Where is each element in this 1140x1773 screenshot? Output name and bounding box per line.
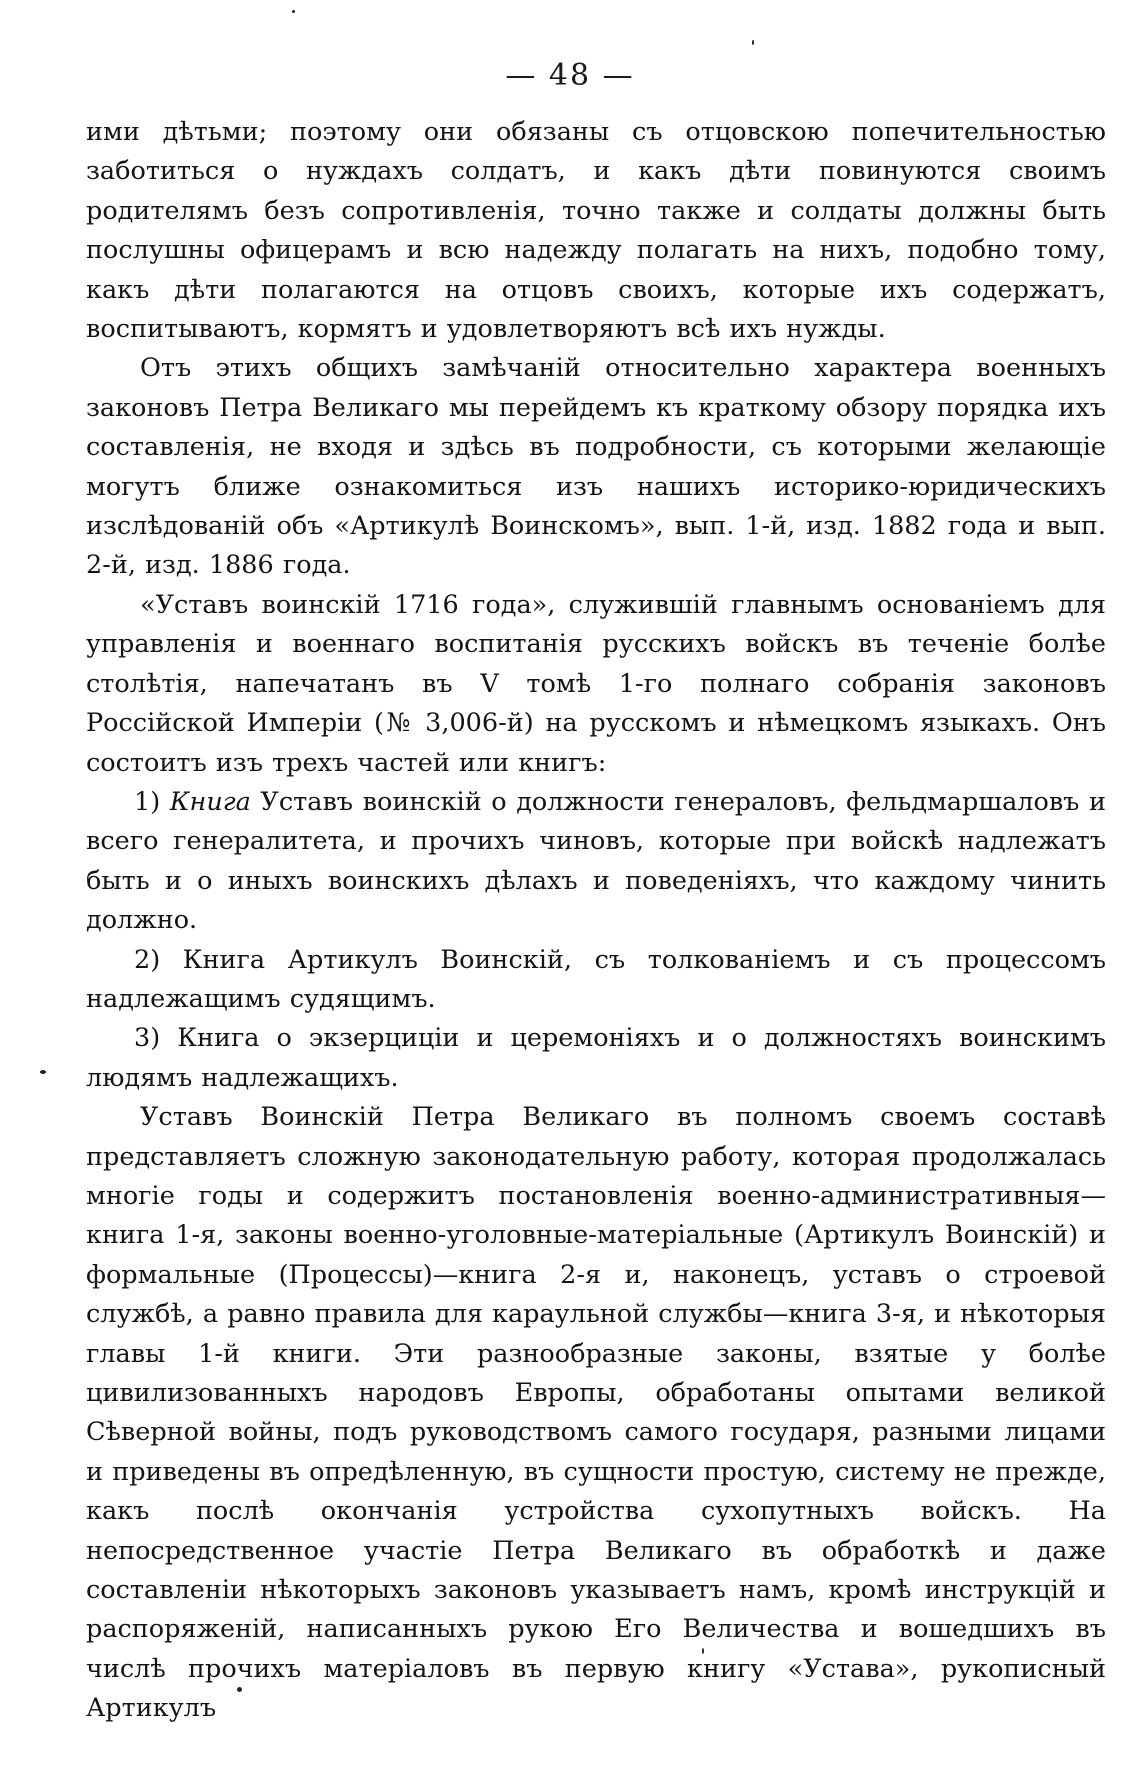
paragraph-continuation: ими дѣтьми; поэтому они обязаны съ отцовскою попечительностью заботиться о нуждахъ солдатъ, и какъ дѣти повинуются своимъ родителямъ безъ сопротивленія, точно также и солдаты должны быть послушны офицерамъ и всю надежду полагать на нихъ, подобно тому, какъ дѣти полагаются на отцовъ своихъ, которые ихъ содержатъ, воспитываютъ, кормятъ и удовлетворяютъ всѣ ихъ нужды. bbox=[86, 117, 1106, 345]
list-text: Книга Артикулъ Воинскій, съ толкованіемъ и съ процессомъ надлежащимъ судящимъ. bbox=[86, 944, 1107, 1014]
list-item-book-2 bbox=[86, 941, 1106, 1020]
list-item-book-3 bbox=[86, 1019, 1106, 1098]
list-number: 3) bbox=[134, 1023, 178, 1054]
scan-speck bbox=[702, 1648, 704, 1654]
list-number: 1) bbox=[134, 786, 170, 817]
list-item-book-1 bbox=[86, 783, 1106, 941]
paragraph-ustav-1716: «Уставъ воинскій 1716 года», служившій главнымъ основаніемъ для управленія и военнаго воспитанія русскихъ войскъ въ теченіе болѣе столѣтія, напечатанъ въ V томѣ 1-го полнаго собранія законовъ Россійской Имперіи (№ 3,006-й) на русскомъ и нѣмецкомъ языкахъ. Онъ состоитъ изъ трехъ частей или книгъ: bbox=[86, 589, 1106, 778]
scan-speck bbox=[292, 10, 295, 13]
paragraph-closing: Уставъ Воинскій Петра Великаго въ полномъ своемъ составѣ представляетъ сложную законодательную работу, которая продолжалась многіе годы и содержитъ постановленія военно-административныя—книга 1-я, законы военно-уголовные-матеріальные (Артикулъ Воинскій) и формальные (Процессы)—книга 2-я и, наконецъ, уставъ о строевой службѣ, а равно правила для караульной службы—книга 3-я, и нѣкоторыя главы 1-й книги. Эти разнообразные законы, взятые у болѣе цивилизованныхъ народовъ Европы, обработаны опытами великой Сѣверной войны, подъ руководствомъ самого государя, разными лицами и приведены въ опредѣленную, въ сущности простую, систему не прежде, какъ послѣ окончанія устройства сухопутныхъ войскъ. На непосредственное участіе Петра Великаго въ обработкѣ и даже составленіи нѣкоторыхъ законовъ указываетъ намъ, кромѣ инструкцій и распоряженій, написанныхъ рукою Его Величества и вошедшихъ въ числѣ прочихъ матеріаловъ въ первую книгу «Устава», рукописный Артикулъ bbox=[86, 1102, 1106, 1724]
list-text: Книга о экзерциціи и церемоніяхъ и о должностяхъ воинскимъ людямъ надлежащихъ. bbox=[86, 1023, 1106, 1093]
scan-speck bbox=[237, 1687, 242, 1692]
scan-speck bbox=[40, 1070, 46, 1074]
scan-speck bbox=[752, 40, 754, 45]
body-text bbox=[86, 113, 1106, 1729]
list-number: 2) bbox=[134, 944, 183, 975]
list-text: Уставъ воинскій о должности генераловъ, фельдмаршаловъ и всего генералитета, и прочихъ чиновъ, которые при войскѣ надлежатъ быть и о иныхъ воинскихъ дѣлахъ и поведеніяхъ, что каждому чинить должно. bbox=[86, 786, 1106, 936]
list-emphasis: Книга bbox=[169, 786, 251, 817]
paragraph-sources: Отъ этихъ общихъ замѣчаній относительно характера военныхъ законовъ Петра Великаго мы перейдемъ къ краткому обзору порядка ихъ составленія, не входя и здѣсь въ подробности, съ которыми желающіе могутъ ближе ознакомиться изъ нашихъ историко-юридическихъ изслѣдованій объ «Артикулѣ Воинскомъ», вып. 1-й, изд. 1882 года и вып. 2-й, изд. 1886 года. bbox=[86, 353, 1106, 581]
page-number: — 48 — bbox=[505, 58, 635, 93]
